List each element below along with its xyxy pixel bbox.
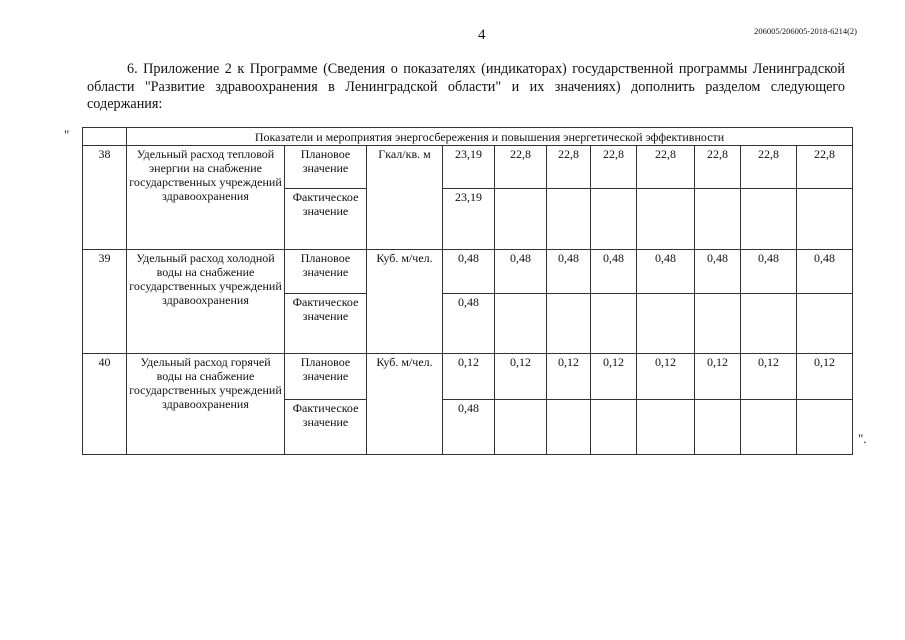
section-title: Показатели и мероприятия энергосбережения и повышения энергетической эффективности — [127, 128, 853, 146]
actual-value — [797, 189, 853, 250]
actual-value: 0,48 — [443, 294, 495, 354]
actual-value: 23,19 — [443, 189, 495, 250]
planned-value: 0,12 — [637, 354, 695, 400]
actual-label: Фактическое значение — [285, 189, 367, 250]
planned-value: 22,8 — [637, 146, 695, 189]
planned-value: 23,19 — [443, 146, 495, 189]
planned-value: 22,8 — [547, 146, 591, 189]
planned-label: Плановое значение — [285, 250, 367, 294]
planned-value: 0,48 — [797, 250, 853, 294]
indicator-name: Удельный расход тепловой энергии на снабжение государственных учреждений здравоохранения — [127, 146, 285, 250]
planned-value: 0,12 — [495, 354, 547, 400]
table-row-planned — [83, 250, 853, 294]
planned-value: 0,48 — [443, 250, 495, 294]
actual-label: Фактическое значение — [285, 294, 367, 354]
page-number: 4 — [478, 27, 486, 43]
actual-value — [637, 294, 695, 354]
intro-paragraph — [87, 61, 845, 114]
actual-value — [637, 189, 695, 250]
planned-value: 0,12 — [591, 354, 637, 400]
actual-value — [637, 400, 695, 455]
actual-value — [547, 189, 591, 250]
unit-cell: Куб. м/чел. — [367, 354, 443, 455]
actual-label: Фактическое значение — [285, 400, 367, 455]
row-number: 40 — [83, 354, 127, 455]
section-header-row — [83, 128, 853, 146]
actual-value — [547, 294, 591, 354]
actual-value: 0,48 — [443, 400, 495, 455]
row-number: 38 — [83, 146, 127, 250]
planned-value: 0,12 — [443, 354, 495, 400]
document-id: 206005/206005-2018-6214(2) — [754, 26, 857, 36]
indicator-name: Удельный расход холодной воды на снабжение государственных учреждений здравоохранения — [127, 250, 285, 354]
planned-value: 22,8 — [741, 146, 797, 189]
actual-value — [495, 294, 547, 354]
actual-value — [495, 189, 547, 250]
planned-value: 0,12 — [547, 354, 591, 400]
actual-value — [495, 400, 547, 455]
unit-cell: Гкал/кв. м — [367, 146, 443, 250]
planned-value: 0,12 — [741, 354, 797, 400]
actual-value — [695, 294, 741, 354]
planned-value: 0,48 — [495, 250, 547, 294]
planned-value: 0,48 — [637, 250, 695, 294]
planned-value: 22,8 — [797, 146, 853, 189]
intro-text: 6. Приложение 2 к Программе (Сведения о показателях (индикаторах) государственной программы Ленинградской области "Развитие здравоохранения в Ленинградской области" и их значениях) дополнить разделом следующего содержания: — [87, 61, 845, 112]
actual-value — [591, 294, 637, 354]
planned-value: 22,8 — [495, 146, 547, 189]
actual-value — [547, 400, 591, 455]
opening-quote: " — [64, 127, 70, 142]
planned-value: 0,48 — [591, 250, 637, 294]
table-row-planned — [83, 146, 853, 189]
planned-value: 0,48 — [741, 250, 797, 294]
planned-value: 22,8 — [591, 146, 637, 189]
actual-value — [741, 189, 797, 250]
unit-cell: Куб. м/чел. — [367, 250, 443, 354]
planned-value: 0,48 — [547, 250, 591, 294]
indicators-table — [82, 127, 853, 455]
planned-label: Плановое значение — [285, 146, 367, 189]
planned-label: Плановое значение — [285, 354, 367, 400]
actual-value — [797, 400, 853, 455]
actual-value — [591, 189, 637, 250]
row-number: 39 — [83, 250, 127, 354]
planned-value: 0,12 — [695, 354, 741, 400]
actual-value — [797, 294, 853, 354]
indicator-name: Удельный расход горячей воды на снабжение государственных учреждений здравоохранения — [127, 354, 285, 455]
planned-value: 22,8 — [695, 146, 741, 189]
planned-value: 0,48 — [695, 250, 741, 294]
planned-value: 0,12 — [797, 354, 853, 400]
closing-quote: ". — [858, 431, 867, 446]
table-row-planned — [83, 354, 853, 400]
actual-value — [591, 400, 637, 455]
actual-value — [741, 400, 797, 455]
actual-value — [741, 294, 797, 354]
actual-value — [695, 400, 741, 455]
actual-value — [695, 189, 741, 250]
